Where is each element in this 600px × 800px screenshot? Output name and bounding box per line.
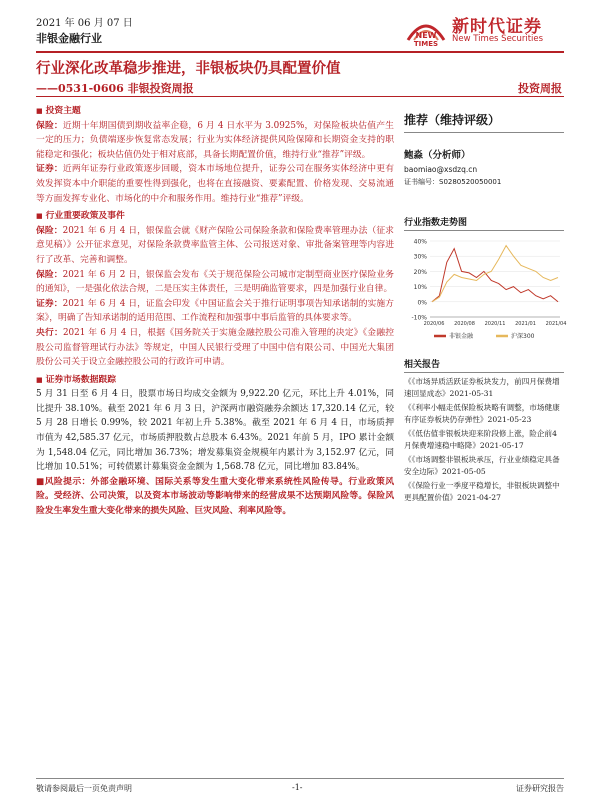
analyst-name: 鲍淼（分析师） (404, 150, 471, 161)
paragraph-text: 风险提示：外部金融环境、国际关系等发生重大变化带来系统性风险传导。行业政策风险。受经济、公司决策，以及资本市场波动等影响带来的经营成果不达预期风险等。保险风险发生率发生重大变化带来的损失风险、巨灾风险、利率风险等。 (36, 476, 394, 517)
report-subtitle: ——0531-0606 非银投资周报 (36, 82, 194, 95)
logo-text-times: TIMES (413, 40, 439, 48)
paragraph-risk (36, 475, 394, 519)
series-line-nonbank (432, 249, 558, 302)
paragraph-label: 央行： (36, 327, 63, 338)
y-tick-label: 30% (413, 253, 427, 261)
y-tick-label: 20% (413, 268, 427, 276)
paragraph-policy-1 (36, 224, 394, 268)
page-number: -1- (292, 783, 303, 792)
related-report-item[interactable]: 《 《利率小幅走低保险板块略有调整，市场健康有序证券板块仍存弹性》2021-05-23 (404, 402, 564, 425)
paragraph-label: 保险： (36, 269, 63, 280)
logo-text-new: NEW (415, 31, 437, 40)
paragraph-insurance (36, 119, 394, 163)
paragraph-text: 2021 年 6 月 4 日，证监会印发《中国证监会关于推行证明事项告知承诺制的实施方案》，明确了告知承诺制的适用范围、工作流程和加强事中事后监管的具体要求等。 (36, 298, 394, 324)
paragraph-label: 保险： (36, 120, 63, 131)
related-report-item[interactable]: 《 《低估值非银板块迎来阶段修上涨，险企前4月保费增速稳中略降》2021-05-17 (404, 428, 564, 451)
section-heading-policy: ■ 行业重要政策及事件 (36, 209, 394, 224)
brand-name-en: New Times Securities (452, 34, 544, 44)
index-trend-chart (404, 233, 567, 343)
paragraph-text: 2021 年 6 月 2 日，银保监会发布《关于规范保险公司城市定制型商业医疗保险业务的通知》，一是强化依法合规，二是压实主体责任，三是明确监管要求，四是加强行业自律。 (36, 269, 394, 295)
legend-label: 沪深300 (511, 333, 535, 340)
footer-divider (36, 778, 564, 779)
company-logo-icon (404, 10, 448, 48)
paragraph-policy-2 (36, 268, 394, 297)
related-report-item[interactable]: 《 《市场调整非银板块承压，行业业绩稳定具备安全边际》2021-05-05 (404, 454, 564, 477)
paragraph-policy-4 (36, 326, 394, 370)
x-tick-label: 2021/04 (545, 321, 567, 327)
footer-disclaimer: 敬请参阅最后一页免责声明 (36, 784, 132, 793)
brand-name-cn: 新时代证券 (452, 17, 542, 37)
paragraph-market: 5 月 31 日至 6 月 4 日，股票市场日均成交金额为 9,922.20 亿元，环比上升 4.01%，同比提升 38.10%。截至 2021 年 6 月 3 日，沪深两市融资融券余额达 17,320.14 亿元，较 5 月 28 日增长 0.99%，较 2021 年初上升 5.38%。截至 2021 年 6 月 4 日，市场质押市值为 42,585.37 亿元，市场质押股数占总股本 6.43%。2021 年前 5 月，IPO 累计金额为 1,548.04 亿元，同比增加 36.73%；增发募集资金规模年内累计为 3,152.97 亿元，同比增加 10.51%；可转债累计募集资金金额为 1,568.78 亿元，同比增加 83.84%。 (36, 389, 394, 473)
legend-label: 非银金融 (449, 333, 474, 340)
main-column (36, 103, 394, 519)
paragraph-text: 近两年证券行业政策逐步回暖，资本市场地位提升，证券公司在服务实体经济中更有效发挥资本中介职能的重要性得到强化，也将在直接融资、要素配置、价格发现、交易流通等方面发挥专业化、市场化的中介和服务作用。维持行业“推荐”评级。 (36, 164, 394, 204)
footer-label: 证券研究报告 (516, 784, 564, 793)
paragraph-text: 2021 年 6 月 4 日，银保监会就《财产保险公司保险条款和保险费率管理办法（征求意见稿）》公开征求意见，对保险条款费率监管主体、公司报送对象、审批备案管理等内容进行了改革、完善和调整。 (36, 225, 394, 265)
y-tick-label: 10% (413, 284, 427, 292)
paragraph-label: 证券： (36, 164, 63, 175)
paragraph-label: 证券： (36, 298, 63, 309)
report-type: 投资周报 (518, 82, 562, 95)
paragraph-securities (36, 162, 394, 206)
title-divider (36, 96, 564, 97)
paragraph-text: 2021 年 6 月 4 日，根据《国务院关于实施金融控股公司准入管理的决定》《金融控股公司监督管理试行办法》等规定，中国人民银行受理了中国中信有限公司、中国光大集团股份公司关于设立金融控股公司的行政许可申请。 (36, 327, 394, 368)
x-tick-label: 2021/01 (515, 321, 536, 327)
paragraph-policy-3 (36, 297, 394, 326)
report-title: 行业深化改革稳步推进，非银板块仍具配置价值 (36, 60, 341, 77)
related-reports-title: 相关报告 (404, 357, 564, 373)
x-tick-label: 2020/06 (423, 321, 445, 327)
rating-label: 推荐（维持评级） (404, 103, 564, 133)
y-tick-label: 40% (413, 238, 427, 246)
side-column (404, 103, 567, 503)
paragraph-label: 保险： (36, 225, 63, 236)
chart-title: 行业指数走势图 (404, 215, 564, 231)
analyst-email[interactable]: baomiao@xsdzq.cn (404, 165, 478, 174)
report-date: 2021 年 06 月 07 日 (36, 18, 133, 29)
header-divider (36, 51, 564, 53)
x-tick-label: 2020/11 (484, 321, 506, 327)
related-report-item[interactable]: 《 《市场异质活跃证券板块发力，前四月保费增速回显成态》2021-05-31 (404, 376, 564, 399)
x-tick-label: 2020/08 (454, 321, 475, 327)
section-heading-market: ■ 证券市场数据跟踪 (36, 373, 394, 388)
y-tick-label: 0% (417, 299, 427, 307)
paragraph-text: 近期十年期国债到期收益率企稳，6 月 4 日水平为 3.0925%，对保险板块估值产生一定的压力；负债端逐步恢复常态发展；行业为实体经济提供风险保障和长期资金支持的职能稳定和强化；板块估值仍处于相对底部，具备长期配置价值，维持行业“推荐”评级。 (36, 120, 394, 160)
risk-marker-icon: ■ (36, 476, 45, 487)
related-reports-list (404, 376, 564, 503)
section-heading-invest: ■ 投资主题 (36, 104, 394, 119)
analyst-cert: 证书编号：S0280520050001 (404, 178, 502, 186)
report-sector: 非银金融行业 (36, 32, 102, 45)
related-report-item[interactable]: 《 《保险行业一季度平稳增长，非银板块调整中更具配置价值》2021-04-27 (404, 480, 564, 503)
y-tick-label: -10% (411, 314, 427, 322)
